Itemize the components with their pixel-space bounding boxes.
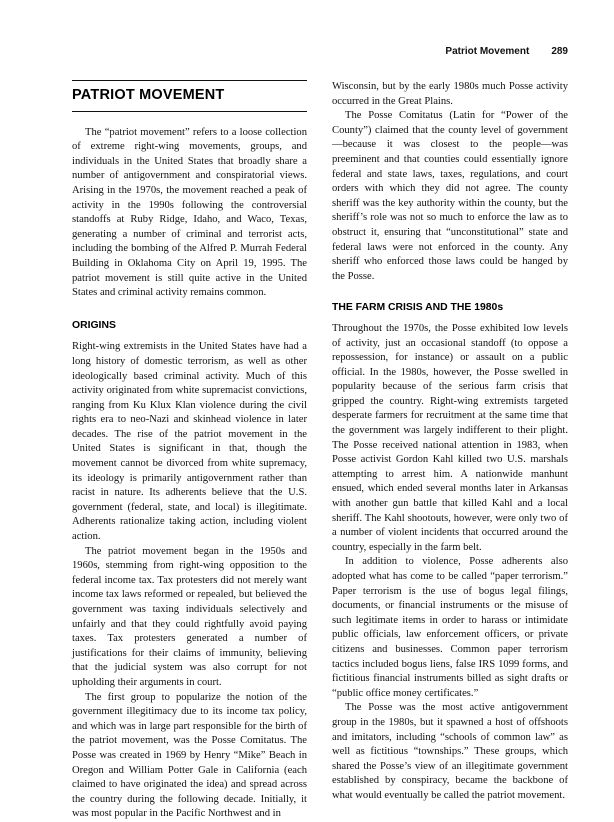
origins-paragraph-1: Right-wing extremists in the United States have had a long history of domestic terrorism, as well as other ideologically based criminal activity. Much of this activity originated from white supremacist convictions, ranging from Ku Klux Klan violence during the civil rights era to neo-Nazi and skinhead violence in later decades. The rise of the patriot movement in the United States is significant in that, though the movement cannot be divorced from white supremacy, its ideology is primarily antigovernment rather than racist in nature. Its adherents believe that the U.S. government (federal, state, and local) is illegitimate. Adherents rationalize taking action, including violent action.	[72, 341, 307, 543]
title-block	[72, 80, 307, 112]
farm-paragraph-2: In addition to violence, Posse adherents also adopted what has come to be called “paper terrorism.” Paper terrorism is the use of bogus legal filings, documents, or financial instruments or the misuse of such legitimate items in order to harass or intimidate public officials, law enforcement officers, or private citizens and businesses. Common paper terrorism tactics included bogus liens, false IRS 1099 forms, and fictitious financial instruments billed as sight drafts or “public office money certificates.”	[332, 556, 568, 699]
continued-paragraph: Wisconsin, but by the early 1980s much Posse activity occurred in the Great Plains.	[332, 81, 568, 107]
page-number: 289	[551, 46, 568, 57]
farm-paragraph-3: The Posse was the most active antigovernment group in the 1980s, but it spawned a host of offshoots and imitators, including “schools of common law” as well as fictitious “townships.” These groups, which shared the Posse’s view of an illegitimate government established by conspiracy, became the backbone of what would eventually be called the patriot movement.	[332, 702, 568, 801]
posse-comitatus-paragraph: The Posse Comitatus (Latin for “Power of the County”) claimed that the county level of government—because it was closest to the people—was preeminent and that counties could essentially ignore federal and state laws, taxes, regulations, and court orders with which they did not agree. The county sheriff was the key authority within the county, but the sheriff’s role was not so much to enforce the law as to obstruct it, ensuring that “unconstitutional” state and federal laws were not enforced in the county. Any sheriff who enforced those laws could be hanged by the Posse.	[332, 110, 568, 282]
intro-paragraph: The “patriot movement” refers to a loose collection of extreme right-wing movements, groups, and individuals in the United States that broadly share a number of antigovernment and conspiratorial views. Arising in the 1970s, the movement reached a peak of activity in the 1990s following the controversial standoffs at Ruby Ridge, Idaho, and Waco, Texas, generating a number of criminal and terrorist acts, including the bombing of the Alfred P. Murrah Federal Building in Oklahoma City on April 19, 1995. The patriot movement is still quite active in the United States and criminal activity remains common.	[72, 126, 307, 299]
farm-paragraph-1: Throughout the 1970s, the Posse exhibited low levels of activity, just an occasional standoff (to oppose a repossession, for instance) or assault on a public official. In the 1980s, however, the Posse swelled in popularity because of the serious farm crisis that gripped the country. Right-wing extremists targeted desperate farmers for recruitment at the same time that the government was largely indifferent to their plight. The Posse received national attention in 1983, when Posse activist Gordon Kahl killed two U.S. marshals attempting to arrest him. A nationwide manhunt ensued, which ended several months later in Arkansas with another gun battle that killed Kahl and a local sheriff. The Kahl shootouts, however, were only two of a number of violent incidents that occurred around the country, especially in the farm belt.	[332, 322, 568, 553]
article-title: PATRIOT MOVEMENT	[72, 87, 225, 103]
origins-paragraph-2: The patriot movement began in the 1950s and 1960s, stemming from right-wing opposition to the federal income tax. Tax protesters did not merely want income tax laws reformed or repealed, but believed the government was taxing individuals selectively and unfairly and that they could rightfully avoid paying taxes. Tax protesters generated a number of justifications for their claims of immunity, believing that the judicial system was also corrupt for not upholding their arguments in court.	[72, 545, 307, 688]
right-column	[332, 80, 568, 804]
origins-heading: ORIGINS	[72, 319, 116, 331]
running-header	[72, 46, 568, 62]
left-column	[72, 80, 307, 822]
farm-crisis-heading: THE FARM CRISIS AND THE 1980s	[332, 302, 504, 314]
origins-paragraph-3: The first group to popularize the notion of the government illegitimacy due to its income tax policy, and which was in large part responsible for the birth of the patriot movement, was the Posse Comitatus. The Posse was created in 1969 by Henry “Mike” Beach in Oregon and William Potter Gale in California (each claimed to have originated the idea) and spread across the country during the following decade. Initially, it was most popular in the Pacific Northwest and in	[72, 691, 307, 820]
running-title: Patriot Movement	[445, 46, 530, 57]
